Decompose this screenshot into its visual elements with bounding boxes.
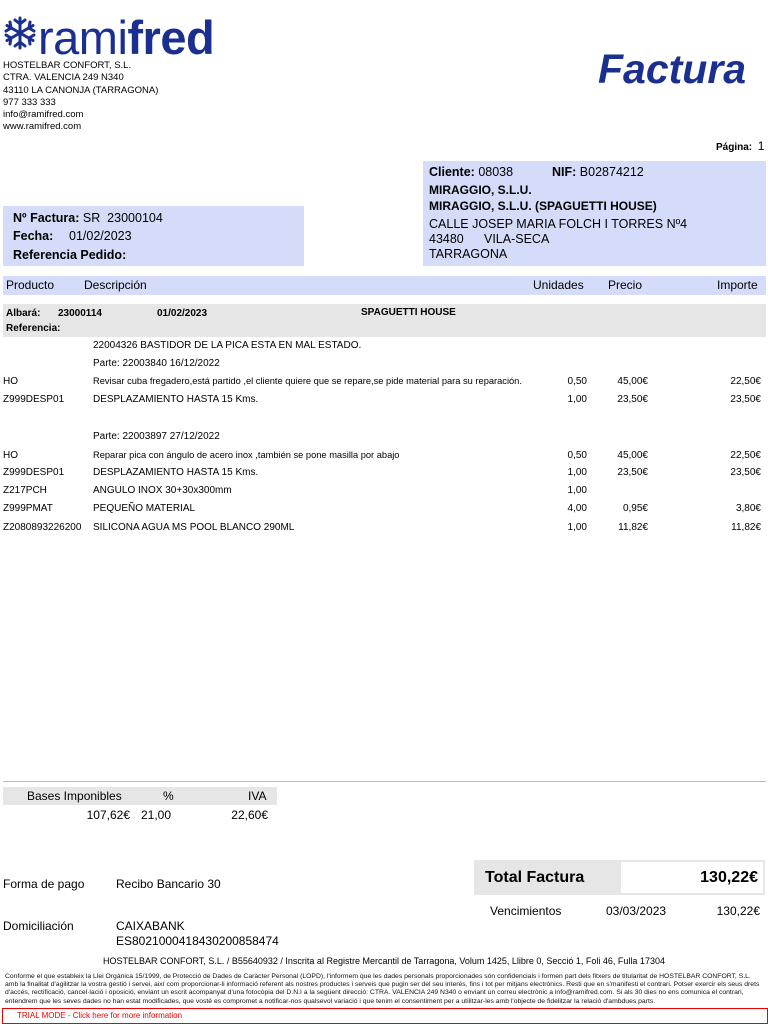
page-label: Página: — [716, 142, 753, 153]
line-item — [0, 431, 768, 445]
bank-label: Domiciliación — [3, 919, 74, 933]
line-item — [0, 450, 768, 464]
payment-method-label: Forma de pago — [3, 877, 85, 891]
tax-header — [3, 787, 277, 805]
client-zip: 43480 — [429, 232, 464, 246]
company-info — [3, 60, 158, 134]
item-units: 0,50 — [567, 450, 587, 461]
albaran-number: 23000114 — [58, 308, 102, 319]
items-header — [3, 276, 766, 295]
item-product: Z999PMAT — [3, 503, 53, 514]
item-description: PEQUEÑO MATERIAL — [93, 503, 196, 514]
client-province: TARRAGONA — [429, 247, 508, 261]
item-product: Z999DESP01 — [3, 467, 65, 478]
item-product: Z217PCH — [3, 485, 47, 496]
item-description: DESPLAZAMIENTO HASTA 15 Kms. — [93, 467, 259, 478]
item-description: ANGULO INOX 30+30x300mm — [93, 485, 232, 496]
legal-notice: Conforme el que estableix la Llei Orgànica 15/1999, de Protecció de Dades de Caràcter Personal (LOPD), l'informem que les dades personals proporcionades són confidencials i formen part dels fitxers de titularitat de HOSTELBAR CONFORT, S.L. amb la finalitat d'agilitzar la vostra gestió i servei, així com proporcionar-li informació referent als nostres productes i serveis que pugin ser del seu interès, fins i tot per mitjans electrònics. Resti que en s'manifesti el contrari. Potser exercir els seus drets d'accés, rectificació, cancel·lació i oposició, enviant un escrit acompanyat d'una fotocòpia del D.N.I a la següent direcció: CTRA. VALENCIA 249 N340 o enviant un correu electrònic a info@ramifred.com. Si als 30 dies no ens comunica el contrari, entendrem que les seves dades no han estat modificades, que vostè es compromet a notificar-nos qualsevol variació i que tenim el consentiment per a utilitzar-les amb l'objecte de fidelitzar la relació d'ambdues parts. — [5, 973, 760, 1005]
client-code-line — [429, 165, 513, 179]
tax-pct-value: 21,00 — [141, 808, 172, 822]
due-amount: 130,22€ — [716, 904, 760, 918]
document-title: Factura — [598, 46, 747, 92]
client-code: 08038 — [478, 165, 514, 179]
line-item — [0, 522, 768, 536]
col-description: Descripción — [84, 278, 147, 292]
item-amount: 3,80€ — [735, 503, 761, 514]
tax-iva-value: 22,60€ — [231, 808, 268, 822]
invoice-date-line — [13, 229, 53, 243]
col-price: Precio — [608, 278, 643, 292]
company-address2: 43110 LA CANONJA (TARRAGONA) — [3, 84, 159, 96]
albaran-date: 01/02/2023 — [157, 308, 208, 319]
line-item — [0, 376, 768, 390]
client-box — [423, 161, 766, 266]
invoice-date-label: Fecha: — [13, 229, 54, 243]
item-units: 1,00 — [567, 394, 587, 405]
tax-base-label: Bases Imponibles — [27, 789, 122, 803]
item-amount: 22,50€ — [730, 376, 761, 387]
divider — [3, 781, 766, 782]
total-value: 130,22€ — [700, 869, 758, 886]
item-description: DESPLAZAMIENTO HASTA 15 Kms. — [93, 394, 259, 405]
nif-value: B02874212 — [579, 165, 644, 179]
invoice-number-label: Nº Factura: — [13, 211, 80, 225]
nif-label: NIF: — [552, 165, 577, 179]
order-reference-label: Referencia Pedido: — [13, 248, 127, 262]
due-label: Vencimientos — [490, 904, 562, 918]
albaran-label: Albará: — [6, 308, 41, 319]
client-name1: MIRAGGIO, S.L.U. — [429, 183, 532, 197]
item-units: 4,00 — [567, 503, 587, 514]
nif-line — [552, 165, 644, 179]
company-email[interactable]: info@ramifred.com — [3, 109, 84, 121]
item-units: 1,00 — [567, 467, 587, 478]
item-product: HO — [3, 376, 18, 387]
tax-base-value: 107,62€ — [86, 808, 130, 822]
line-item — [0, 485, 768, 499]
item-amount: 11,82€ — [731, 522, 761, 533]
snowflake-logo-icon — [3, 16, 37, 50]
item-price: 45,00€ — [617, 376, 648, 387]
item-description: Parte: 22003840 16/12/2022 — [93, 358, 220, 369]
invoice-date: 01/02/2023 — [69, 229, 132, 243]
logo-bold-text: fred — [127, 11, 215, 64]
client-street: CALLE JOSEP MARIA FOLCH I TORRES Nº4 — [429, 217, 688, 231]
company-logo — [38, 8, 214, 68]
item-description: 22004326 BASTIDOR DE LA PICA ESTA EN MAL ESTADO. — [93, 340, 362, 351]
client-city: VILA-SECA — [484, 232, 550, 246]
payment-method: Recibo Bancario 30 — [116, 877, 221, 891]
line-item — [0, 467, 768, 481]
logo-light-text: rami — [38, 11, 128, 64]
col-units: Unidades — [533, 278, 584, 292]
bank-name: CAIXABANK — [116, 919, 185, 933]
albaran-name: SPAGUETTI HOUSE — [361, 307, 456, 318]
item-price: 45,00€ — [617, 450, 648, 461]
reference-label: Referencia: — [6, 323, 61, 334]
company-phone: 977 333 333 — [3, 96, 56, 108]
line-item — [0, 358, 768, 372]
item-amount: 22,50€ — [730, 450, 761, 461]
item-units: 1,00 — [567, 485, 587, 496]
trial-mode-link[interactable]: TRIAL MODE - Click here for more information — [17, 1011, 183, 1020]
client-name2: MIRAGGIO, S.L.U. (SPAGUETTI HOUSE) — [429, 199, 657, 213]
due-date: 03/03/2023 — [606, 904, 667, 918]
total-box — [474, 860, 765, 895]
company-address1: CTRA. VALENCIA 249 N340 — [3, 72, 124, 84]
col-product: Producto — [6, 278, 55, 292]
registry-footer: HOSTELBAR CONFORT, S.L. / B55640932 / Inscrita al Registre Mercantil de Tarragona, Volum 1425, Llibre 0, Secció 1, Foli 46, Fulla 17304 — [103, 956, 665, 966]
item-price: 11,82€ — [618, 522, 648, 533]
invoice-number: SR 23000104 — [82, 211, 163, 225]
client-label: Cliente: — [429, 165, 475, 179]
company-web[interactable]: www.ramifred.com — [3, 121, 82, 133]
item-amount: 23,50€ — [730, 394, 761, 405]
line-item — [0, 340, 768, 354]
item-units: 1,00 — [567, 522, 587, 533]
item-description: Parte: 22003897 27/12/2022 — [93, 431, 220, 442]
item-price: 23,50€ — [617, 467, 648, 478]
invoice-number-line — [13, 211, 163, 225]
page-number: 1 — [757, 139, 765, 153]
trial-mode-banner[interactable] — [2, 1008, 768, 1024]
line-item — [0, 394, 768, 408]
item-description: Reparar pica con ángulo de acero inox ,también se pone masilla por abajo — [93, 450, 400, 460]
tax-iva-label: IVA — [248, 789, 267, 803]
item-price: 0,95€ — [622, 503, 648, 514]
item-price: 23,50€ — [617, 394, 648, 405]
tax-pct-label: % — [163, 789, 174, 803]
invoice-box — [3, 206, 304, 266]
item-description: SILICONA AGUA MS POOL BLANCO 290ML — [93, 522, 295, 533]
col-amount: Importe — [717, 278, 758, 292]
page-indicator — [716, 139, 764, 153]
delivery-note-band — [3, 304, 766, 337]
company-name: HOSTELBAR CONFORT, S.L. — [3, 60, 132, 71]
line-item — [0, 503, 768, 517]
total-label: Total Factura — [485, 869, 585, 886]
item-description: Revisar cuba fregadero,está partido ,el cliente quiere que se repare,se pide material para su reparación. — [93, 376, 522, 386]
tax-values — [3, 806, 277, 824]
item-amount: 23,50€ — [730, 467, 761, 478]
item-product: HO — [3, 450, 18, 461]
item-product: Z999DESP01 — [3, 394, 65, 405]
item-product: Z2080893226200 — [3, 522, 82, 533]
bank-iban: ES8021000418430200858474 — [116, 934, 279, 948]
item-units: 0,50 — [567, 376, 587, 387]
